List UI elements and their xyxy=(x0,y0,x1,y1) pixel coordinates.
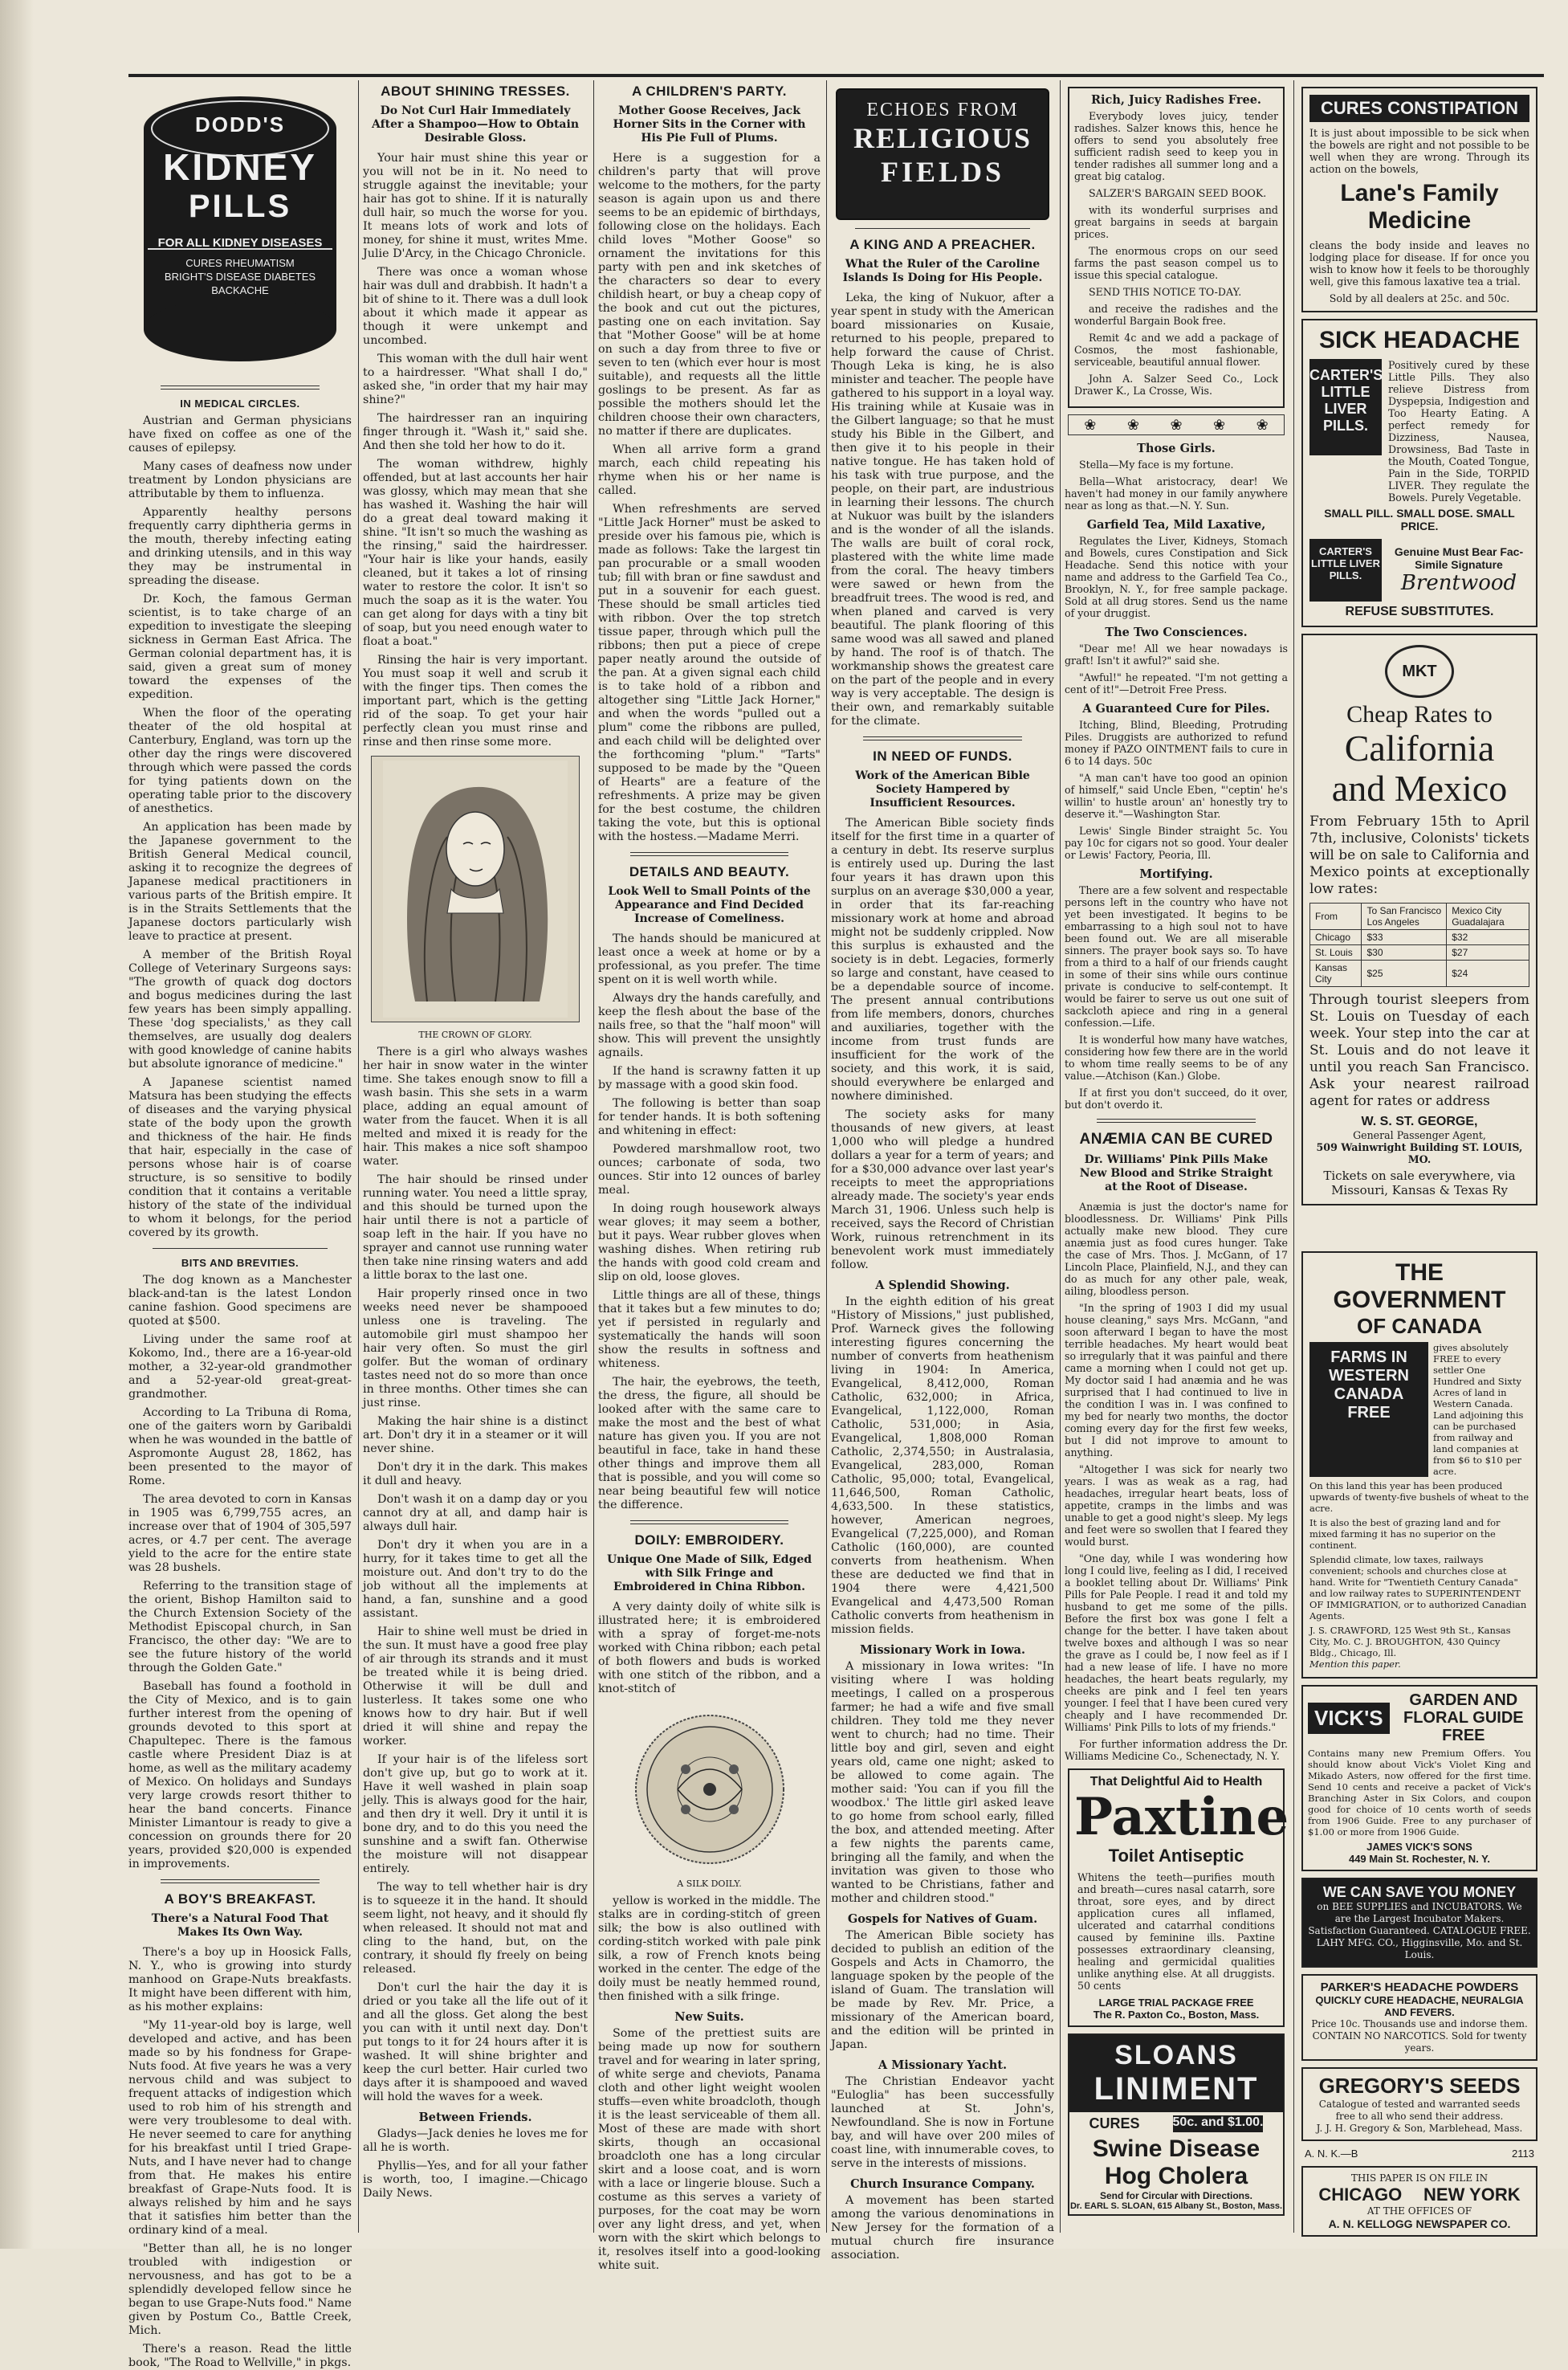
paragraph: Powdered marshmallow root, two ounces; carbonate of soda, two ounces. Stir into 12 ounces of barley meal. xyxy=(598,1143,821,1197)
paragraph: Baseball has found a foothold in the City of Mexico, and is to gain further interest from the opening of grounds devoted to this sport at Chapultepec. There is the famous castle where President Diaz is at home, as well as the military academy of Mexico. On holidays and Sundays very large crowds resort thither to hear the band concerts. Finance Minister Limantour is ready to give a concession on grounds there for 20 years, provided $20,000 is expended in improvements. xyxy=(128,1680,352,1870)
breakfast-subtitle: There's a Natural Food That Makes Its Own Way. xyxy=(151,1912,329,1939)
piles-title: A Guaranteed Cure for Piles. xyxy=(1082,702,1270,716)
watch-body xyxy=(1065,1034,1288,1082)
rates-body: From February 15th to April 7th, inclusive, Colonists' tickets will be on sale to California and Mexico points at exceptionally low rates: xyxy=(1309,814,1529,897)
succeed-body xyxy=(1065,1087,1288,1111)
paragraph: The hands should be manicured at least once a week at home or by a professional, as you prefer. The time spent on it is well worth while. xyxy=(598,932,821,986)
paragraph: Don't dry it in the dark. This makes it dull and heavy. xyxy=(363,1461,588,1487)
rates-contact-4: Tickets on sale everywhere, via Missouri, Kansas & Texas Ry xyxy=(1323,1169,1516,1197)
yacht-title: A Missionary Yacht. xyxy=(878,2058,1008,2072)
paragraph: There is a girl who always washes her hair in snow water in the winter time. She takes enough snow to fill a wash basin. This she sets in a warm place, adding an equal amount of water from the faucet. When it is all melted and mixed it is ready for the hair. This makes a nice soft shampoo water. xyxy=(363,1046,588,1168)
rule xyxy=(1097,1119,1256,1123)
girls-title: Those Girls. xyxy=(1137,442,1216,455)
paragraph: "Dear me! All we hear nowadays is graft! Isn't it awful?" said she. xyxy=(1065,642,1288,667)
consciences-title: The Two Consciences. xyxy=(1105,626,1248,639)
lanes-medicine-ad xyxy=(1301,87,1537,312)
paragraph: Referring to the transition stage of the orient, Bishop Hamilton said to the Church Extension Society of the Methodist Episcopal church, in San Francisco, the other day: "We are to see the future history of the world through the Golden Gate." xyxy=(128,1580,352,1675)
breakfast-title: A BOY'S BREAKFAST. xyxy=(164,1891,316,1907)
mkt-railway-ad xyxy=(1301,634,1537,1205)
rates-cell: $30 xyxy=(1362,945,1447,961)
paragraph: A Japanese scientist named Matsura has been studying the effects of diseases and the varying physical state of the body upon the growth and thickness of the hair. He finds that hair, especially in the case of persons whose hair is of coarse structure, is so sensitive to bodily condition that it contains a veritable history of the state of the individual to whom it belongs, for the period covered by its growth. xyxy=(128,1076,352,1239)
ankb-number: 2113 xyxy=(1512,2148,1534,2160)
funds-subtitle: Work of the American Bible Society Hampered by Insufficient Resources. xyxy=(855,769,1030,810)
paragraph: If the hand is scrawny fatten it up by massage with a good skin food. xyxy=(598,1065,821,1091)
ad-brand-inner: CURES RHEUMATISM BRIGHT'S DISEASE DIABETES BACKACHE xyxy=(164,257,316,296)
sloan-line-2: Hog Cholera xyxy=(1104,2163,1248,2189)
rule xyxy=(855,228,1030,229)
paragraph: Anæmia is just the doctor's name for bloodlessness. Dr. Williams' Pink Pills actually make new blood. They cure anæmia just as food cures hunger. Take the case of Mrs. Thos. J. McGann, of 17 Lincoln Place, Plainfield, N.J., and they can do as much for any other pale, weak, ailing, bloodless person. xyxy=(1065,1201,1288,1297)
banner-line-3: FIELDS xyxy=(880,156,1005,188)
column-3 xyxy=(598,80,821,2272)
paragraph: Regulates the Liver, Kidneys, Stomach and Bowels, cures Constipation and Sick Headache. Send this notice with your name and address to the Garfield Tea Co., Brooklyn, N. Y., for free sample package. Sold at all drug stores. Send us the name of your druggist. xyxy=(1065,535,1288,619)
flower-icon: ❀ xyxy=(1084,416,1097,434)
lewis-cigar-body xyxy=(1065,825,1288,861)
paragraph: A member of the British Royal College of Veterinary Surgeons says: "The growth of quack dog doctors and bogus medicines during the last few years has been simply appalling. These 'dog specialists,' as they call themselves, are usually dog dealers with good knowledge of canine habits but absolute ignorance of medicine." xyxy=(128,948,352,1071)
vick-address: JAMES VICK'S SONS xyxy=(1366,1841,1472,1853)
rates-cell: $33 xyxy=(1362,930,1447,945)
flower-icon: ❀ xyxy=(1126,416,1139,434)
paragraph: SEND THIS NOTICE TO-DAY. xyxy=(1089,286,1242,298)
sloan-address: Dr. EARL S. SLOAN, 615 Albany St., Boston, Mass. xyxy=(1069,2201,1283,2211)
paragraph: It is wonderful how many have watches, considering how few there are in the world to whom time really seems to be of any value.—Atchison (Kan.) Globe. xyxy=(1065,1034,1288,1082)
suits-title: New Suits. xyxy=(674,2010,744,2024)
rates-cell: St. Louis xyxy=(1310,945,1362,961)
paragraph: "Altogether I was sick for nearly two years. I was as weak as a rag, had headaches, irregular heart beats, loss of appetite, cramps in the limbs and was unable to get a good night's sleep. My legs and feet were so swollen that I feared they would burst. xyxy=(1065,1463,1288,1548)
rates-contact: W. S. ST. GEORGE, xyxy=(1361,1115,1478,1128)
between-friends-body xyxy=(363,2127,588,2201)
paragraph: "A man can't have too good an opinion of himself," said Uncle Eben, "'ceptin' he's willin' to hustle aroun' an' honestly try to deserve it."—Washington Star. xyxy=(1065,772,1288,820)
party-title: A CHILDREN'S PARTY. xyxy=(632,84,787,99)
paragraph: Don't curl the hair the day it is dried or you take all the life out of it and all the gloss. Get along the best you can with it until next day. Don't put tongs to it for 24 hours after it is washed. It will shine brighter and keep the curl better. Hair curled two days after it is shampooed and waved will hold the waves for a week. xyxy=(363,1981,588,2103)
ad-brand-band: FOR ALL KIDNEY DISEASES xyxy=(157,236,323,250)
rates-table xyxy=(1309,903,1529,987)
kellogg-city-2: NEW YORK xyxy=(1423,2184,1521,2205)
banner-line-1: ECHOES FROM xyxy=(866,100,1019,120)
rates-cell: Chicago xyxy=(1310,930,1362,945)
paxtine-subtitle: Toilet Antiseptic xyxy=(1108,1846,1244,1866)
paragraph: An application has been made by the Japanese government to the British General Medical council, asking it to recognize the degrees of Japanese medical practitioners in various parts of the British empire. It is in the Straits Settlements that the Japanese doctors particularly wish leave to practice at present. xyxy=(128,821,352,943)
iowa-title: Missionary Work in Iowa. xyxy=(859,1643,1026,1657)
gov-body-4: Splendid climate, low taxes, railways convenient; schools and churches close at hand. Write for "Twentieth Century Canada" and low railway rates to SUPERINTENDENT OF IMMIGRATION, or to authorized Canadian Agents. xyxy=(1309,1554,1527,1621)
column-divider xyxy=(358,80,359,2233)
paxtine-address: The R. Paxton Co., Boston, Mass. xyxy=(1093,2009,1260,2021)
paragraph: Don't dry it when you are in a hurry, for it takes time to get all the moisture out. And don't try to do the job without all the implements at hand, a fan, sunshine and a good assistant. xyxy=(363,1539,588,1620)
parker-body: Price 10c. Thousands use and indorse them. CONTAIN NO NARCOTICS. Sold for twenty years. xyxy=(1311,2018,1528,2054)
breakfast-body xyxy=(128,1946,352,2370)
paragraph: "Awful!" he repeated. "I'm not getting a cent of it!"—Detroit Free Press. xyxy=(1065,671,1288,695)
kellogg-line-2: AT THE OFFICES OF xyxy=(1366,2205,1472,2217)
mortifying-title: Mortifying. xyxy=(1139,867,1213,881)
refuse-substitutes: REFUSE SUBSTITUTES. xyxy=(1345,605,1494,618)
sloan-line-1: Swine Disease xyxy=(1092,2135,1261,2162)
paragraph: Everybody loves juicy, tender radishes. Salzer knows this, hence he offers to send you absolutely free sufficient radish seed to keep you in tender radishes all summer long and a great big catalog. xyxy=(1074,110,1278,182)
kellogg-city-1: CHICAGO xyxy=(1318,2184,1403,2205)
paragraph: Your hair must shine this year or you will not be in it. No need to struggle against the inevitable; your hair has got to shine. If it is naturally dull hair, so much the worse for you. It means lots of work and lots of money, for shine it must, writes Mme. Julie D'Arcy, in the Chicago Chronicle. xyxy=(363,152,588,260)
salzer-radish-ad xyxy=(1068,87,1285,408)
paragraph: The dog known as a Manchester black-and-tan is the latest London canine fashion. Good specimens are quoted at $500. xyxy=(128,1274,352,1328)
paragraph: The American Bible society finds itself for the first time in a quarter of a century in debt. Its reserve surplus is entirely used up. During the last four years it has drawn upon this surplus on an average $30,000 a year, in order that its far-reaching missionary work at home and abroad might not be suddenly crippled. Now this surplus is exhausted and the society is in debt. Legacies, formerly so large and constant, have ceased to be a dependable source of income. The present annual contributions from life members, donors, churches and auxiliaries, together with the income from trust funds are insufficient for the work of the society, and this work, it is said, should everywhere be enlarged and nowhere diminished. xyxy=(831,817,1054,1103)
rates-title-2: California xyxy=(1344,728,1495,769)
tresses-title: ABOUT SHINING TRESSES. xyxy=(381,84,570,99)
paragraph: In doing rough housework always wear gloves; it may seem a bother, but it pays. Wear rubber gloves when washing dishes. When retiring rub the hands with good cold cream and slip on old, loose gloves. xyxy=(598,1202,821,1283)
paragraph: Remit 4c and we add a package of Cosmos, the most fashionable, serviceable, beautiful annual flower. xyxy=(1074,332,1278,368)
silk-doily-illustration xyxy=(598,1701,821,1878)
lanes-body: cleans the body inside and leaves no lodging place for disease. If for once you wish to know how it feels to be thoroughly well, give this famous laxative tea a trial. xyxy=(1309,239,1529,288)
man-opinion-body xyxy=(1065,772,1288,820)
religious-fields-banner xyxy=(836,88,1049,220)
lanes-sold: Sold by all dealers at 25c. and 50c. xyxy=(1329,292,1510,304)
constipation-title: CURES CONSTIPATION xyxy=(1309,95,1529,122)
consciences-body xyxy=(1065,642,1288,695)
column-divider xyxy=(1060,80,1061,2233)
details-subtitle: Look Well to Small Points of the Appearance and Find Decided Increase of Comeliness. xyxy=(608,885,811,925)
carters-label-small: CARTER'S LITTLE LIVER PILLS. xyxy=(1309,539,1382,602)
paragraph: Some of the prettiest suits are being made up now for southern travel and for wearing in later spring, of white serge and cheviots, Panama cloth and other light weight woolen stuffs—even white broadcloth, though it is the least serviceable of them all. Most of these are made with short skirts, though an occasional broadcloth one has a long circular skirt and a loose coat, and is worn with a lace or lingerie blouse. Such a costume as this serves a variety of purposes, for the coat may be worn over any light dress, and yet, when worn with the skirt which belongs to it, resolves itself into a good-looking white suit. xyxy=(598,2027,821,2272)
paragraph: The hair, the eyebrows, the teeth, the dress, the figure, all should be looked after with the same care to make the most and the best of what nature has given you. If you are not beautiful in face, take in hand these other things and improve them all that is possible, and you will come so near being beautiful few will notice the difference. xyxy=(598,1376,821,1511)
paragraph: A missionary in Iowa writes: "In visiting where I was holding meetings, I called on a prosperous farmer; he had a wife and five small children. They told me they never went to church; had no time. Their little boy and girl, seven and eight years old, came one night; asked to be allowed to come again. The mother said: 'You can if you fill the woodbox.' The little girl asked leave to go home from school early, filled the box, and attended meeting. After a few nights the parents came, bringing all the family, and when the invitation was given to those who wanted to be Christians, father and mother and children stood." xyxy=(831,1660,1054,1905)
tresses-subtitle: Do Not Curl Hair Immediately After a Shampoo—How to Obtain Desirable Gloss. xyxy=(371,104,580,145)
paragraph: There's a reason. Read the little book, "The Road to Wellville," in pkgs. xyxy=(128,2343,352,2369)
between-friends-title: Between Friends. xyxy=(418,2111,532,2124)
mkt-logo: MKT xyxy=(1385,645,1454,698)
paragraph: If at first you don't succeed, do it over, but don't overdo it. xyxy=(1065,1087,1288,1111)
gov-body-3: It is also the best of grazing land and for mixed farming it has no superior on the continent. xyxy=(1309,1517,1501,1551)
radish-title: Rich, Juicy Radishes Free. xyxy=(1091,93,1261,107)
garfield-body xyxy=(1065,535,1288,619)
paragraph: "Better than all, he is no longer troubled with indigestion or nervousness, and has got to be a splendidly developed fellow since he began to use Grape-Nuts food." Name given by Postum Co., Battle Creek, Mich. xyxy=(128,2242,352,2337)
rates-cell: $24 xyxy=(1447,961,1529,987)
paragraph: Living under the same roof at Kokomo, Ind., there are a 16-year-old mother, a 32-year-old grandmother and a 52-year-old great-great-grandmother. xyxy=(128,1333,352,1401)
paragraph: The Christian Endeavor yacht "Euloglia" has been successfully launched at St. John's, Newfoundland. She is now in Fortune bay, and will have over 200 miles of coast line, with innumerable coves, to serve in the interests of missions. xyxy=(831,2075,1054,2170)
column-divider xyxy=(1293,80,1294,2233)
genuine-signature: Brentwood xyxy=(1400,571,1517,595)
sloan-cures: CURES xyxy=(1089,2115,1140,2131)
paragraph: A very dainty doily of white silk is illustrated here; it is embroidered with a spray of forget-me-nots worked with China ribbon; each petal of both flowers and buds is worked with one stitch of the ribbon, and a knot-stitch of xyxy=(598,1601,821,1695)
paragraph: The way to tell whether hair is dry is to squeeze it in the hand. It should seem light, not heavy, and it should fly when released. It should not mat and cling to the hand, but, on the contrary, it should fly freely on being released. xyxy=(363,1881,588,1976)
carters-small: SMALL PILL. SMALL DOSE. SMALL PRICE. xyxy=(1324,507,1515,532)
insurance-body xyxy=(831,2194,1054,2262)
sloan-name: SLOANS xyxy=(1114,2040,1238,2070)
vick-address-2: 449 Main St. Rochester, N. Y. xyxy=(1348,1853,1491,1865)
paragraph: yellow is worked in the middle. The stalks are in cording-stitch of green silk; the bow is also outlined with cording-stitch worked with pale pink silk, a row of French knots being worked in the center. The edge of the doily must be neatly hemmed round, then finished with a silk fringe. xyxy=(598,1895,821,2003)
showing-title: A Splendid Showing. xyxy=(875,1279,1010,1292)
column-2 xyxy=(363,80,588,2233)
medical-body xyxy=(128,414,352,1240)
gov-body-5: J. S. CRAWFORD, 125 West 9th St., Kansas City, Mo. C. J. BROUGHTON, 430 Quincy Bldg., Chicago, Ill. xyxy=(1309,1625,1511,1658)
paragraph: When all arrive form a grand march, each child repeating his rhyme when his or her name is called. xyxy=(598,443,821,497)
gov-body: gives absolutely FREE to every settler One Hundred and Sixty Acres of land in Western Canada. Land adjoining this can be purchased from railway and land companies at from $6 to $10 per acre. xyxy=(1433,1342,1524,1477)
gov-body-2: On this land this year has been produced upwards of twenty-five bushels of wheat to the acre. xyxy=(1309,1480,1529,1514)
flower-icon: ❀ xyxy=(1170,416,1183,434)
paragraph: Hair to shine well must be dried in the sun. It must have a good free play of air through its strands and it must be treated while it is being dried. Otherwise it will be dull and lusterless. It takes some one who knows how to dry hair. But if well dried it will shine and repay the worker. xyxy=(363,1626,588,1748)
rates-contact-3: 509 Wainwright Building ST. LOUIS, MO. xyxy=(1316,1141,1523,1165)
rates-body-2: Through tourist sleepers from St. Louis on Tuesday of each week. Your step into the car at St. Louis and do not leave it until you reach San Francisco. Ask your nearest railroad agent for rates or address xyxy=(1309,992,1529,1109)
rates-head: From xyxy=(1310,904,1362,930)
piles-body xyxy=(1065,719,1288,767)
ad-brand-mid1: KIDNEY xyxy=(163,146,317,188)
crown-caption: THE CROWN OF GLORY. xyxy=(418,1030,532,1040)
vicks-guide-ad xyxy=(1301,1685,1537,1871)
rates-cell: Kansas City xyxy=(1310,961,1362,987)
bits-title: BITS AND BREVITIES. xyxy=(181,1257,299,1269)
gov-badge: FARMS IN WESTERN CANADA FREE xyxy=(1309,1342,1428,1477)
gov-title-1: THE GOVERNMENT xyxy=(1333,1259,1506,1313)
paragraph: A movement has been started among the various denominations in New Jersey for the formation of a mutual church fire insurance association. xyxy=(831,2194,1054,2262)
paragraph: The enormous crops on our seed farms the past season compel us to issue this special catalogue. xyxy=(1074,245,1278,281)
parker-title: PARKER'S HEADACHE POWDERS xyxy=(1320,1980,1519,1994)
rule xyxy=(863,736,1022,740)
gregory-address: J. J. H. Gregory & Son, Marblehead, Mass. xyxy=(1316,2123,1523,2134)
sloan-send: Send for Circular with Directions. xyxy=(1099,2190,1253,2201)
ad-brand-mid2: PILLS xyxy=(188,189,292,224)
vick-brand: VICK'S xyxy=(1308,1703,1390,1734)
paragraph: Bella—What aristocracy, dear! We haven't had money in our family anywhere near as long as that.—N. Y. Sun. xyxy=(1065,475,1288,512)
radish-body xyxy=(1074,110,1278,397)
woman-portrait-image xyxy=(383,761,568,1018)
anaemia-subtitle: Dr. Williams' Pink Pills Make New Blood and Strike Straight at the Root of Disease. xyxy=(1079,1153,1273,1193)
paragraph: "One day, while I was wondering how long I could live, feeling as I did, I received a booklet telling about Dr. Williams' Pink Pills for Pale People. I read it and told my husband to get me some of the pills. Before the first box was gone I felt a change for the better. I have taken about twelve boxes and although I was so near the grave as I could be, I now feel as if I had a new lease of life. I have no more headaches, the heart beats regularly, my cheeks are pink and I feel ten years younger. I feel that I have been cured very cheaply and I have recommended Dr. Williams' Pink Pills to lots of my friends." xyxy=(1065,1552,1288,1733)
showing-body xyxy=(831,1295,1054,1637)
paragraph: There was once a woman whose hair was dull and drabbish. It hadn't a bit of shine to it. There was a dull look about it which made it appear as though it were unkempt and uncombed. xyxy=(363,266,588,347)
paragraph: Leka, the king of Nukuor, after a year spent in study with the American board missionaries on Kusaie, returned to his people, prepared to help forward the cause of Christ. Though Leka is king, he is also minister and teacher. The people have gathered to his support in a loyal way. His training while at Kusaie was in the Gilbert language; so that he must study his Bible in the Gilbert, and then give it to his people in their native tongue. He has taken hold of his task with true purpose, and the people, on their part, are industrious in learning their lessons. The church at Nukuor was built by the islanders and is the wonder of all the islands. The walls are built of coral rock, plastered with the white lime made from the coral. The heavy timbers were sawed or hewn from the breadfruit trees. The wood is red, and when planed and carved is very beautiful. The plank flooring of this same wood was all sawed and planed by hand. The roof is of thatch. The workmanship shows the greatest care on the part of the people and in every way is very acceptable. The design is their own, and remarkably suitable for the climate. xyxy=(831,292,1054,728)
rates-cell: $27 xyxy=(1447,945,1529,961)
tresses-body-b xyxy=(363,1046,588,2104)
paragraph: with its wonderful surprises and great bargains in seeds at bargain prices. xyxy=(1074,204,1278,240)
sloan-word: LINIMENT xyxy=(1094,2071,1259,2107)
bits-body xyxy=(128,1274,352,1871)
insurance-title: Church Insurance Company. xyxy=(850,2177,1035,2191)
doily-body-a xyxy=(598,1601,821,1696)
top-rule xyxy=(128,74,1544,77)
anaemia-title: ANÆMIA CAN BE CURED xyxy=(1079,1131,1273,1148)
paragraph: The society asks for many thousands of new givers, at least 1,000 who will pledge a hundred dollars a year for a term of years; and for a $30,000 advance over last year's receipts to meet the appropriations already made. The society's year ends March 31, 1906. Unless such help is received, says the Record of Christian Work, ruinous retrenchment in its benevolent work must immediately follow. xyxy=(831,1108,1054,1271)
lanes-name: Lane's Family Medicine xyxy=(1340,180,1499,234)
paragraph: The American Bible society has decided to publish an edition of the Gospels and Acts in Chamorro, the language spoken by the people of the island of Guam. The translation will be made by Rev. Mr. Price, a missionary of the American board, and the edition will be printed in Japan. xyxy=(831,1929,1054,2051)
carters-label: CARTER'S LITTLE LIVER PILLS. xyxy=(1309,359,1382,455)
paragraph: When refreshments are served "Little Jack Horner" must be asked to preside over his famous pie, which is made as follows: Take the largest tin pan procurable or a small wooden tub; fill with bran or fine sawdust and put in a souvenir for each guest. These should be small articles tied with ribbon. Over the top stretch tissue paper, through which pull the ribbons; then put a piece of crepe paper neatly around the outside of the pan. At a given signal each child is to take hold of a ribbon and altogether sing "Little Jack Horner," and when the words "pulled out a plum" come the ribbons are pulled, and each child will be delighted over the forthcoming "plum." "Tarts" supposed to be made by the "Queen of Hearts" are a feature of the refreshments. A prize may be given for the best costume, the children taking the vote, but this is optional with the hostess.—Madame Merri. xyxy=(598,503,821,843)
paragraph: When the floor of the operating theater of the old hospital at Canterbury, England, was torn up the other day the rings were discovered through which were passed the cords for tying patients down on the operating table prior to the discovery of anesthetics. xyxy=(128,707,352,815)
ad-brand-top: DODD'S xyxy=(194,112,286,137)
paragraph: Stella—My face is my fortune. xyxy=(1079,459,1234,471)
rates-contact-2: General Passenger Agent, xyxy=(1353,1129,1486,1141)
gregorys-seeds-ad xyxy=(1301,2067,1537,2141)
iowa-body xyxy=(831,1660,1054,1906)
paragraph: This woman with the dull hair went to a hairdresser. "What shall I do," asked she, "in order that my hair may shine?" xyxy=(363,353,588,406)
genuine-title: Genuine Must Bear Fac-Simile Signature xyxy=(1394,545,1524,571)
dodds-kidney-pills-ad xyxy=(132,88,348,377)
save-address: LAHY MFG. CO., Higginsville, Mo. and St. Louis. xyxy=(1316,1937,1523,1960)
paragraph: Many cases of deafness now under treatment by London physicians are attributable by them to influenza. xyxy=(128,460,352,500)
paragraph: Here is a suggestion for a children's party that will prove welcome to the mothers, for the party season is again upon us and there seems to be an epidemic of birthdays, following close on the holidays. Each child loves "Mother Goose" so ornament the invitations for this party with pen and ink sketches of the characters so dear to every childish heart, or buy a cheap copy of the book and cut out the pictures, pasting one on each invitation. Say that "Mother Goose" will be at home on such a day from three to five or seven to ten (which ever hour is most suitable), and requests all the little goslings to be present. As far as possible the mothers should let the children choose their own characters, no matter if there are duplicates. xyxy=(598,152,821,438)
carters-body: Positively cured by these Little Pills. They also relieve Distress from Dyspepsia, Indigestion and Too Hearty Eating. A perfect remedy for Dizziness, Nausea, Drowsiness, Bad Taste in the Mouth, Coated Tongue, Pain in the Side, TORPID LIVER. They regulate the Bowels. Purely Vegetable. xyxy=(1388,359,1529,504)
gregory-body: Catalogue of tested and warranted seeds free to all who send their address. xyxy=(1318,2099,1521,2122)
doily-image xyxy=(629,1705,790,1874)
tresses-body-a xyxy=(363,152,588,749)
rule xyxy=(630,1520,788,1524)
flower-icon: ❀ xyxy=(1256,416,1269,434)
save-body: on BEE SUPPLIES and INCUBATORS. We are the Largest Incubator Makers. Satisfaction Guaranteed. CATALOGUE FREE. xyxy=(1308,1901,1531,1936)
page-binding-edge xyxy=(0,0,34,2249)
sloans-liniment-ad xyxy=(1068,2033,1285,2216)
mortifying-body xyxy=(1065,884,1288,1029)
gov-mention: Mention this paper. xyxy=(1309,1658,1401,1670)
paragraph: "In the spring of 1903 I did my usual house cleaning," says Mrs. McGann, "and soon afterward I began to have the most terrible headaches. My heart would beat so irregularly that it was painful and there came a morning when I could not get up. My doctor said I had anæmia and he was surprised that I had continued to live in the condition I was in. I was confined to my bed for nearly two months, the doctor coming every day for the first few weeks, but I did not improve to amount to anything. xyxy=(1065,1302,1288,1458)
paragraph: If your hair is of the lifeless sort don't give up, but go to work at it. Have it well washed in plain soap jelly. This is always good for the hair, and then dry it well. Dry it until it is bone dry, and to do this you need the sunshine and a swift fan. Otherwise the moisture will not disappear entirely. xyxy=(363,1753,588,1875)
paragraph: For further information address the Dr. Williams Medicine Co., Schenectady, N. Y. xyxy=(1065,1738,1288,1762)
kellogg-footer xyxy=(1301,2166,1537,2237)
suits-body xyxy=(598,2027,821,2273)
gov-title-2: OF CANADA xyxy=(1357,1314,1482,1338)
paragraph: There's a boy up in Hoosick Falls, N. Y., who is growing into sturdy manhood on Grape-Nuts breakfasts. It might have been different with him, as his mother explains: xyxy=(128,1946,352,2013)
rates-head: To San Francisco Los Angeles xyxy=(1362,904,1447,930)
paragraph: Phyllis—Yes, and for all your father is worth, too, I imagine.—Chicago Daily News. xyxy=(363,2160,588,2200)
paragraph: Gladys—Jack denies he loves me for all he is worth. xyxy=(363,2127,588,2154)
doily-subtitle: Unique One Made of Silk, Edged with Silk Fringe and Embroidered in China Ribbon. xyxy=(606,1553,813,1593)
ankb-line xyxy=(1305,2148,1534,2160)
save-title: WE CAN SAVE YOU MONEY xyxy=(1322,1884,1517,1900)
king-subtitle: What the Ruler of the Caroline Islands Is Doing for His People. xyxy=(842,258,1043,284)
paragraph: Always dry the hands carefully, and keep the flesh about the base of the nails free, so that the "half moon" will show. This will prevent the unsightly agnails. xyxy=(598,992,821,1059)
guam-body xyxy=(831,1929,1054,2052)
funds-body xyxy=(831,817,1054,1272)
rates-cell: $32 xyxy=(1447,930,1529,945)
paxtine-name: Paxtine xyxy=(1074,1787,1289,1847)
vick-title: GARDEN AND FLORAL GUIDE FREE xyxy=(1403,1691,1524,1744)
paragraph: The area devoted to corn in Kansas in 1905 was 6,799,755 acres, an increase over that of 1904 of 305,597 acres, or 4.7 per cent. The average yield to the acre for the entire state was 28 bushels. xyxy=(128,1493,352,1574)
paragraph: Apparently healthy persons frequently carry diphtheria germs in the mouth, thereby infecting eating and drinking utensils, and in this way they may be instrumental in spreading the disease. xyxy=(128,506,352,587)
paxtine-pre: That Delightful Aid to Health xyxy=(1089,1775,1263,1789)
vick-body: Contains many new Premium Offers. You should know about Vick's Violet King and Mikado Asters, now offered for the first time. Send 10 cents and receive a packet of Vick's Branching Aster in Six Colors, and coupon good for choice of 10 cents worth of seeds from 1906 Guide. Free to any purchaser of $1.00 or more from 1906 Guide. xyxy=(1308,1748,1531,1838)
paragraph: Hair properly rinsed once in two weeks need never be shampooed unless one is traveling. The automobile girl must shampoo her hair very often. So must the girl golfer. But the woman of ordinary tastes need not do so more than once in three months. Other times she can just rinse. xyxy=(363,1287,588,1409)
paxtine-body: Whitens the teeth—purifies mouth and breath—cures nasal catarrh, sore throat, sore eyes, and by direct application cures all inflamed, ulcerated and catarrhal conditions caused by feminine ills. Paxtine possesses extraordinary cleansing, healing and germicidal qualities unlike anything else. At all druggists. 50 cents xyxy=(1077,1871,1275,1992)
party-body xyxy=(598,152,821,844)
paragraph: Making the hair shine is a distinct art. Don't dry it in a steamer or it will never shine. xyxy=(363,1415,588,1455)
banner-line-2: RELIGIOUS xyxy=(853,122,1032,154)
paragraph: The hairdresser ran an inquiring finger through it. "Wash it," said she. And then she told her how to do it. xyxy=(363,412,588,452)
paragraph: Itching, Blind, Bleeding, Protruding Piles. Druggists are authorized to refund money if PAZO OINTMENT fails to cure in 6 to 14 days. 50c xyxy=(1065,719,1288,767)
yacht-body xyxy=(831,2075,1054,2171)
parker-subtitle: QUICKLY CURE HEADACHE, NEURALGIA AND FEVERS. xyxy=(1315,1994,1524,2018)
paragraph: "My 11-year-old boy is large, well developed and active, and has been made so by his fondness for Grape-Nuts food. At five years he was a very nervous child and was subject to frequent attacks of indigestion which used to rob him of his strength and were very troublesome to deal with. He never seemed to care for anything for his breakfast until I tried Grape-Nuts, and I have never had to change from that. He makes his entire breakfast of Grape-Nuts food. It is always relished by him and he says that it satisfies him better than the ordinary kind of a meal. xyxy=(128,2019,352,2237)
kellogg-line-1: THIS PAPER IS ON FILE IN xyxy=(1350,2172,1489,2184)
paragraph: According to La Tribuna di Roma, one of the gaiters worn by Garibaldi when he was wounded in the battle of Aspromonte August 28, 1862, has been presented to the mayor of Rome. xyxy=(128,1406,352,1487)
flower-border xyxy=(1068,414,1285,435)
ankb-code: A. N. K.—B xyxy=(1305,2148,1358,2160)
column-divider xyxy=(593,80,594,2233)
paragraph: Dr. Koch, the famous German scientist, is to take charge of an expedition to investigate the sleeping sickness in German East Africa. The German colonial department has, it is said, given a great sum of money toward the expenses of the expedition. xyxy=(128,593,352,701)
doily-caption: A SILK DOILY. xyxy=(677,1878,742,1889)
rates-title-3: and Mexico xyxy=(1331,768,1508,809)
rule xyxy=(630,852,788,856)
sloan-price: 50c. and $1.00. xyxy=(1173,2115,1264,2132)
paxtine-ad xyxy=(1068,1768,1289,2027)
paragraph: Rinsing the hair is very important. You must soap it well and scrub it with the finger tips. Then comes the important part, which is the getting rid of the soap. To get your hair perfectly clean you must rinse and rinse and then rinse some more. xyxy=(363,654,588,749)
carters-pills-ad xyxy=(1301,319,1537,627)
anaemia-body xyxy=(1065,1201,1288,1762)
medical-title: IN MEDICAL CIRCLES. xyxy=(180,398,300,410)
sick-headache-title: SICK HEADACHE xyxy=(1318,327,1521,353)
rates-title-1: Cheap Rates to xyxy=(1346,701,1493,728)
column-4 xyxy=(831,80,1054,2262)
paragraph: Austrian and German physicians have fixed on coffee as one of the causes of epilepsy. xyxy=(128,414,352,455)
doily-title: DOILY: EMBROIDERY. xyxy=(634,1532,784,1548)
guam-title: Gospels for Natives of Guam. xyxy=(847,1912,1038,1926)
paragraph: In the eighth edition of his great "History of Missions," just published, Prof. Warneck gives the following interesting figures concerning the number of converts from heathenism living in 1904: In America, Evangelical, 8,412,000, Roman Catholic, 632,000; in Africa, Evangelical, 1,122,000, Roman Catholic, 531,000; in Asia, Evangelical, 1,808,000 Roman Catholic, 2,374,550; in Australasia, Evangelical, 283,000, Roman Catholic, 95,000; total, Evangelical, 11,646,500, Roman Catholic, 4,633,500. In these statistics, however, American negroes, Evangelical (7,225,000), and Roman Catholic (160,000), are counted converts from heathenism. When these are deducted we find that in 1904 there were 4,421,500 Evangelical and 4,473,500 Roman Catholic converts from heathenism in mission fields. xyxy=(831,1295,1054,1636)
paragraph: John A. Salzer Seed Co., Lock Drawer K., La Crosse, Wis. xyxy=(1074,373,1278,397)
paragraph: Lewis' Single Binder straight 5c. You pay 10c for cigars not so good. Your dealer or Lewis' Factory, Peoria, Ill. xyxy=(1065,825,1288,861)
girls-body xyxy=(1065,459,1288,512)
crown-of-glory-illustration xyxy=(371,756,580,1022)
rates-cell: $25 xyxy=(1362,961,1447,987)
gregory-title: GREGORY'S SEEDS xyxy=(1318,2074,1521,2098)
flower-icon: ❀ xyxy=(1213,416,1226,434)
paxtine-trial: LARGE TRIAL PACKAGE FREE xyxy=(1098,1997,1254,2009)
rule xyxy=(161,385,320,390)
details-title: DETAILS AND BEAUTY. xyxy=(629,864,790,879)
doily-body-b xyxy=(598,1895,821,2004)
details-body xyxy=(598,932,821,1512)
bee-supplies-ad xyxy=(1301,1878,1537,1968)
paragraph: Little things are all of these, things that it takes but a few minutes to do; yet if persisted in regularly and systematically the hands will soon show the results in softness and whiteness. xyxy=(598,1289,821,1370)
paragraph: SALZER'S BARGAIN SEED BOOK. xyxy=(1089,187,1267,199)
rule xyxy=(161,1879,320,1883)
canada-government-ad xyxy=(1301,1251,1537,1679)
funds-title: IN NEED OF FUNDS. xyxy=(873,749,1012,764)
paragraph: The woman withdrew, highly offended, but at last accounts her hair was glossy, which may mean that she has washed it. Washing the hair will do a great deal toward making it shine. "It isn't so much the washing as the rinsing," said the hairdresser. "Your hair is like your hands, easily cleaned, but it takes a lot of rinsing water to restore the color. It isn't so much the soap as it is the water. You can get along for days with a tiny bit of soap, but you need enough water to float a boat." xyxy=(363,458,588,648)
column-divider xyxy=(826,80,827,2233)
paragraph: and receive the radishes and the wonderful Bargain Book free. xyxy=(1074,303,1278,327)
paragraph: Don't wash it on a damp day or you cannot dry at all, and damp hair is always dull hair. xyxy=(363,1493,588,1533)
column-1 xyxy=(128,80,352,2369)
sloan-header xyxy=(1069,2035,1283,2112)
king-title: A KING AND A PREACHER. xyxy=(849,237,1036,252)
paragraph: There are a few solvent and respectable persons left in the country who have not yet been investigated. It begins to be embarrassing to a high soul not to have been found out. We are all miserable sinners. The prayer book says so. To have from a third to a half of our friends caught in some of their sins while ours continue private is conducive to self-contempt. It would be fairer to serve us out one suit of sackcloth apiece and ring in a general confession.—Life. xyxy=(1065,884,1288,1029)
paragraph: The following is better than soap for tender hands. It is both softening and whitening in effect: xyxy=(598,1097,821,1137)
kellogg-line-3: A. N. KELLOGG NEWSPAPER CO. xyxy=(1328,2217,1511,2230)
parkers-powders-ad xyxy=(1301,1974,1537,2061)
paragraph: The hair should be rinsed under running water. You need a little spray, and this should be turned upon the hair until there is not a particle of soap left in the hair. If you have no sprayer and cannot use running water then take nine rinsing waters and add a little borax to the last one. xyxy=(363,1173,588,1282)
king-body xyxy=(831,292,1054,728)
rule xyxy=(153,1248,328,1249)
column-5 xyxy=(1065,80,1288,2233)
constipation-body: It is just about impossible to be sick when the bowels are right and not possible to be well when they are wrong. Through its action on the bowels, xyxy=(1309,127,1530,175)
party-subtitle: Mother Goose Receives, Jack Horner Sits in the Corner with His Pie Full of Plums. xyxy=(613,104,806,145)
column-6-lower xyxy=(1298,1245,1541,2233)
garfield-title: Garfield Tea, Mild Laxative, xyxy=(1086,518,1266,532)
rates-head: Mexico City Guadalajara xyxy=(1447,904,1529,930)
